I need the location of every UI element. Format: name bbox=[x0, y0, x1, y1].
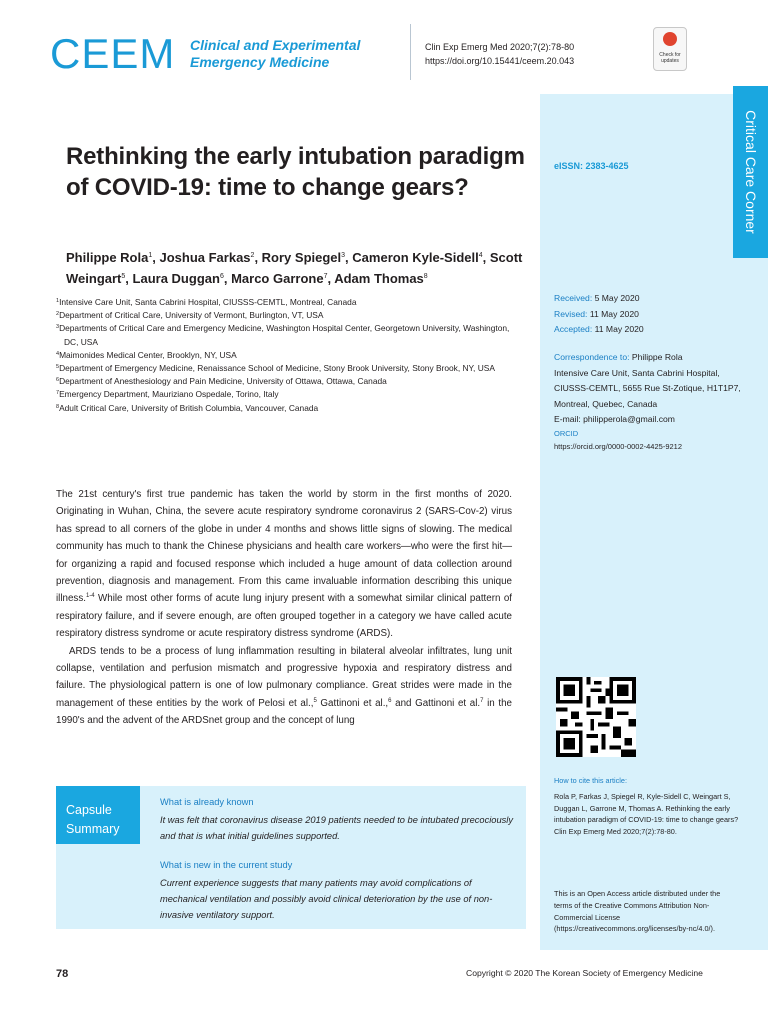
how-to-cite-label: How to cite this article: bbox=[554, 776, 627, 785]
affiliation-item bbox=[56, 402, 526, 415]
ceem-logo bbox=[50, 28, 190, 78]
affiliation-number: 3 bbox=[56, 324, 60, 331]
accepted-date: 11 May 2020 bbox=[594, 324, 644, 334]
copyright: Copyright © 2020 The Korean Society of Emergency Medicine bbox=[466, 968, 703, 978]
affiliation-number: 5 bbox=[56, 364, 60, 371]
header-divider bbox=[410, 24, 411, 80]
author-affiliation-number: 4 bbox=[478, 252, 483, 259]
how-to-cite bbox=[554, 775, 749, 838]
affiliation-text: Department of Emergency Medicine, Renaissance School of Medicine, Stony Brook University, Stony Brook, NY, USA bbox=[59, 363, 495, 374]
author-affiliation-number: 6 bbox=[219, 273, 224, 280]
affiliation-number: 2 bbox=[56, 311, 60, 318]
reference-citation[interactable]: 1-4 bbox=[85, 593, 95, 600]
new-heading: What is new in the current study bbox=[160, 860, 293, 870]
author-affiliation-number: 5 bbox=[121, 273, 126, 280]
crossmark-label: Check for updates bbox=[659, 52, 681, 64]
affiliation-text: Adult Critical Care, University of British Columbia, Vancouver, Canada bbox=[59, 402, 319, 413]
affiliation-item bbox=[56, 375, 526, 388]
affiliation-number: 1 bbox=[56, 298, 60, 304]
check-for-updates-badge[interactable] bbox=[653, 27, 687, 71]
affiliation-text: Departments of Critical Care and Emergency Medicine, Washington Hospital Center, Georgetown University, Washington, DC, USA bbox=[59, 323, 510, 347]
journal-name bbox=[190, 37, 360, 71]
affiliation-item bbox=[56, 388, 526, 401]
author-name: Adam Thomas bbox=[334, 271, 424, 286]
affiliation-number: 4 bbox=[56, 350, 60, 357]
author-affiliation-number: 7 bbox=[323, 273, 328, 280]
affiliation-text: Department of Critical Care, University of Vermont, Burlington, VT, USA bbox=[59, 310, 324, 321]
new-text: Current experience suggests that many patients may avoid complications of mechanical ventilation and possibly avoid clinical deterioration by the use of non-invasive ventilatory support. bbox=[160, 878, 493, 920]
correspondence-address: Intensive Care Unit, Santa Cabrini Hospital, CIUSSS-CEMTL, 5655 Rue St-Zotique, H1T1P7, Montreal, Quebec, Canada bbox=[554, 367, 741, 409]
known-heading: What is already known bbox=[160, 797, 254, 807]
affiliation-text: Maimonides Medical Center, Brooklyn, NY, USA bbox=[59, 349, 237, 360]
author-name: Laura Duggan bbox=[132, 271, 220, 286]
affiliation-item bbox=[56, 349, 526, 362]
journal-name-line2: Emergency Medicine bbox=[190, 54, 330, 70]
revised-label: Revised: bbox=[554, 308, 588, 319]
author-name: Rory Spiegel bbox=[261, 250, 342, 265]
correspondence bbox=[554, 350, 744, 454]
page-number: 78 bbox=[56, 968, 69, 980]
accepted-label: Accepted: bbox=[554, 324, 593, 334]
correspondence-email[interactable]: E-mail: philipperola@gmail.com bbox=[554, 414, 675, 424]
author-affiliation-number: 1 bbox=[148, 252, 153, 259]
affiliation-item bbox=[56, 296, 526, 309]
how-to-cite-text: Rola P, Farkas J, Spiegel R, Kyle-Sidell C, Weingart S, Duggan L, Garrone M, Thomas A. Rethinking the early intubation paradigm of COVID-19: time to change gears? Clin Exp Emerg Med 2020;7(2):78-80. bbox=[554, 791, 739, 837]
reference-citation[interactable]: 7 bbox=[480, 697, 484, 704]
affiliation-text: Intensive Care Unit, Santa Cabrini Hospital, CIUSSS-CEMTL, Montreal, Canada bbox=[59, 297, 357, 307]
received-label: Received: bbox=[554, 293, 593, 303]
received-date: 5 May 2020 bbox=[594, 293, 640, 303]
affiliation-text: Department of Anesthesiology and Pain Medicine, University of Ottawa, Ottawa, Canada bbox=[59, 376, 387, 387]
author-name: Marco Garrone bbox=[231, 271, 324, 286]
reference-citation[interactable]: 6 bbox=[388, 697, 392, 704]
journal-name-line1: Clinical and Experimental bbox=[190, 37, 361, 53]
license-text: This is an Open Access article distributed under the terms of the Creative Commons Attribution Non-Commercial License (https://creativecommons.org/licenses/by-nc/4.0/). bbox=[554, 889, 721, 934]
ceem-logo-text: CEEM bbox=[50, 30, 176, 77]
section-tab-label: Critical Care Corner bbox=[743, 110, 759, 234]
affiliation-list bbox=[56, 296, 526, 415]
crossmark-icon bbox=[663, 32, 677, 46]
journal-citation bbox=[425, 40, 574, 68]
author-name: Cameron Kyle-Sidell bbox=[352, 250, 479, 265]
affiliation-item bbox=[56, 309, 526, 322]
author-name: Joshua Farkas bbox=[159, 250, 251, 265]
affiliation-number: 6 bbox=[56, 377, 60, 384]
eissn: eISSN: 2383-4625 bbox=[554, 161, 629, 171]
reference-citation[interactable]: 5 bbox=[313, 697, 317, 704]
article-title: Rethinking the early intubation paradigm of COVID-19: time to change gears? bbox=[66, 143, 525, 201]
author-name: Scott Weingart bbox=[66, 250, 523, 286]
author-affiliation-number: 3 bbox=[341, 252, 346, 259]
orcid-link[interactable]: https://orcid.org/0000-0002-4425-9212 bbox=[554, 441, 683, 451]
capsule-summary-label: Capsule Summary bbox=[66, 803, 120, 836]
orcid-label: ORCID bbox=[554, 428, 579, 438]
correspondence-label: Correspondence to: bbox=[554, 352, 630, 362]
article-dates bbox=[554, 291, 644, 338]
author-affiliation-number: 2 bbox=[250, 252, 255, 259]
author-list: Philippe Rola$^1$, Joshua Farkas$^2$, Rory Spiegel$^3$, Cameron Kyle-Sidell$^4$, Scott Weingart$^5$, Laura Duggan$^6$, Marco Garrone$^7$, Adam Thomas$^8$ bbox=[66, 250, 523, 286]
affiliation-text: Emergency Department, Mauriziano Ospedale, Torino, Italy bbox=[59, 389, 279, 400]
affiliation-item bbox=[56, 362, 526, 375]
doi-link[interactable]: https://doi.org/10.15441/ceem.20.043 bbox=[425, 56, 575, 66]
affiliation-item bbox=[56, 322, 526, 348]
author-affiliation-number: 8 bbox=[423, 273, 428, 280]
citation-text: Clin Exp Emerg Med 2020;7(2):78-80 bbox=[425, 42, 575, 52]
affiliation-number: 7 bbox=[56, 390, 60, 397]
affiliation-number: 8 bbox=[56, 403, 60, 410]
article-body bbox=[56, 486, 512, 730]
revised-date: 11 May 2020 bbox=[589, 308, 639, 319]
body-paragraph: The 21st century's first true pandemic has taken the world by storm in the first months of 2020. Originating in Wuhan, China, the severe acute respiratory syndrome coronavirus 2 (SARS-Cov-2) virus has spread to all corners of the globe in under 4 months and shows little signs of slowing. The medical community has much to thank the Chinese physicians and health care workers—who were the first hit—for organizing a rapid and focused response which included a huge amount of data collection around prevention, diagnosis and management. From this came invaluable information describing this unique illness.$^{1-4}$ While most other forms of acute lung injury present with a somewhat similar clinical pattern of respiratory failure, and if severe enough, are often grouped together in a category we have called acute respiratory distress syndrome or acute respiratory distress syndrome (ARDS). bbox=[56, 489, 512, 640]
body-paragraph: ARDS tends to be a process of lung inflammation resulting in bilateral alveolar infiltrates, lung unit collapse, ventilation and perfusion mismatch and progressive hypoxia and respiratory distress and failure. The physiological pattern is one of low pulmonary compliance. Great strides were made in the management of these entities by the work of Pelosi et al.,$^5$ Gattinoni et al.,$^6$ and Gattinoni et al.$^7$ in the 1990's and the advent of the ARDSnet group and the concept of lung bbox=[56, 645, 512, 727]
author-name: Philippe Rola bbox=[66, 250, 149, 265]
qr-code-icon[interactable] bbox=[556, 677, 636, 757]
known-text: It was felt that coronavirus disease 2019 patients needed to be intubated precociously and that is what initial guidelines supported. bbox=[160, 815, 513, 841]
correspondence-name: Philippe Rola bbox=[631, 352, 683, 362]
